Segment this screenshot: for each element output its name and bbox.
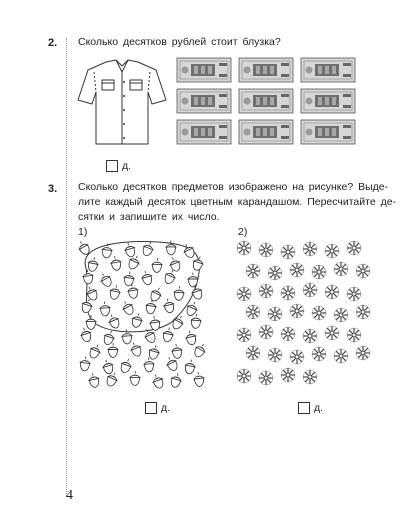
snowflake-flower-icon: [312, 347, 326, 361]
task-3-question-line-2: лите каждый десяток цветным карандашом. Пересчитайте де-: [78, 196, 397, 208]
acorn-icon: [184, 359, 197, 375]
task-2-answer-box[interactable]: [106, 160, 118, 172]
snowflake-flower-icon: [281, 286, 295, 300]
acorn-icon: [98, 271, 114, 289]
acorn-icon: [185, 300, 200, 317]
snowflake-flower-icon: [356, 264, 370, 278]
banknote-icon: [239, 89, 293, 113]
acorn-icon: [101, 358, 115, 375]
snowflake-flower-icon: [268, 348, 282, 362]
snowflake-flower-icon: [281, 327, 295, 341]
snowflake-flower-icon: [334, 349, 348, 363]
acorn-icon: [171, 343, 183, 359]
acorn-icon: [141, 240, 156, 257]
task-3-number: 3.: [48, 183, 58, 195]
acorn-icon: [87, 256, 100, 272]
acorn-icon: [120, 299, 136, 316]
acorn-icon: [162, 327, 174, 343]
snowflake-flower-icon: [334, 262, 348, 276]
acorn-icon: [99, 301, 110, 316]
snowflake-flower-icon: [237, 287, 251, 301]
acorn-icon: [130, 312, 143, 328]
snowflake-flower-icon: [246, 264, 260, 278]
snowflake-flower-icon: [281, 245, 295, 259]
acorn-icon: [162, 298, 175, 314]
snowflake-flower-icon: [237, 241, 251, 255]
snowflake-flower-icon: [268, 266, 282, 280]
banknote-icon: [177, 120, 231, 144]
acorn-icon: [130, 371, 140, 386]
snowflake-flower-icon: [347, 328, 361, 342]
snowflake-flower-icon: [290, 350, 304, 364]
snowflake-flower-icon: [356, 346, 370, 360]
snowflake-flower-icon: [259, 325, 273, 339]
acorn-icon: [140, 269, 153, 286]
snowflake-flower-icon: [325, 244, 339, 258]
panel-2-answer-unit: д.: [314, 402, 324, 414]
snowflake-flower-icon: [312, 265, 326, 279]
task-2-number: 2.: [48, 37, 58, 49]
snowflake-flower-icon: [290, 304, 304, 318]
snowflake-flower-icon: [281, 368, 295, 382]
panel-2-label: 2): [238, 226, 248, 238]
flower-panel: [236, 238, 376, 388]
acorn-icon: [184, 330, 197, 346]
acorn-icon: [151, 373, 166, 390]
acorn-icon: [79, 356, 90, 371]
task-3-question: [78, 180, 396, 225]
snowflake-flower-icon: [246, 305, 260, 319]
acorn-icon: [181, 242, 196, 259]
snowflake-flower-icon: [325, 326, 339, 340]
margin-dotted-line: [66, 38, 67, 496]
banknote-icon: [177, 89, 231, 113]
snowflake-flower-icon: [237, 369, 251, 383]
snowflake-flower-icon: [237, 328, 251, 342]
task-3-question-line-1: Сколько десятков предметов изображено на рисунке? Выде-: [78, 181, 389, 193]
panel-1-answer: [145, 402, 170, 414]
snowflake-flower-icon: [347, 241, 361, 255]
acorn-icon: [193, 371, 205, 387]
banknote-icon: [301, 89, 355, 113]
acorn-icon: [149, 315, 161, 331]
task-2-answer: [106, 160, 131, 172]
acorn-icon: [148, 286, 163, 303]
panel-2-answer: [298, 402, 323, 414]
acorn-icon: [119, 357, 133, 374]
acorn-icon: [108, 343, 118, 358]
snowflake-flower-icon: [347, 287, 361, 301]
acorn-icon: [123, 271, 135, 287]
snowflake-flower-icon: [259, 371, 273, 385]
task-3-question-line-3: сятки и запишите их число.: [78, 211, 220, 223]
snowflake-flower-icon: [356, 305, 370, 319]
snowflake-flower-icon: [303, 329, 317, 343]
task-2-answer-unit: д.: [122, 160, 132, 172]
acorn-icon: [86, 315, 96, 330]
acorn-icon: [174, 286, 185, 301]
acorn-icon: [147, 344, 160, 361]
snowflake-flower-icon: [312, 306, 326, 320]
acorn-panel: [74, 238, 214, 398]
acorn-icon: [168, 256, 182, 273]
acorn-icon: [88, 343, 103, 360]
snowflake-flower-icon: [325, 285, 339, 299]
snowflake-flower-icon: [268, 307, 282, 321]
panel-1-answer-box[interactable]: [145, 402, 157, 414]
snowflake-flower-icon: [303, 370, 317, 384]
acorn-icon: [188, 272, 198, 287]
snowflake-flower-icon: [303, 283, 317, 297]
acorn-icon: [169, 372, 183, 389]
snowflake-flower-icon: [259, 243, 273, 257]
acorn-icon: [106, 313, 121, 330]
acorn-icon: [123, 241, 137, 258]
blouse-illustration: [76, 58, 168, 148]
selection-loop: [85, 242, 199, 332]
acorn-icon: [190, 314, 201, 329]
snowflake-flower-icon: [246, 346, 260, 360]
panel-1-label: 1): [78, 226, 88, 238]
snowflake-flower-icon: [303, 242, 317, 256]
panel-1-answer-unit: д.: [161, 402, 171, 414]
acorn-icon: [110, 255, 123, 271]
acorn-icon: [88, 372, 101, 388]
acorn-icon: [152, 258, 163, 273]
banknote-icon: [177, 58, 231, 82]
page-number: 4: [66, 488, 73, 503]
acorn-icon: [76, 239, 92, 257]
snowflake-flower-icon: [334, 308, 348, 322]
acorn-icon: [102, 329, 116, 346]
banknotes-grid: [177, 58, 355, 148]
snowflake-flower-icon: [259, 284, 273, 298]
banknote-icon: [239, 120, 293, 144]
acorn-icon: [129, 341, 144, 358]
snowflake-flower-icon: [290, 263, 304, 277]
acorn-icon: [109, 284, 122, 300]
panel-2-answer-box[interactable]: [298, 402, 310, 414]
banknote-icon: [301, 58, 355, 82]
banknote-icon: [301, 120, 355, 144]
task-2-question: Сколько десятков рублей стоит блузка?: [78, 36, 281, 48]
banknote-icon: [239, 58, 293, 82]
acorn-icon: [192, 342, 208, 360]
